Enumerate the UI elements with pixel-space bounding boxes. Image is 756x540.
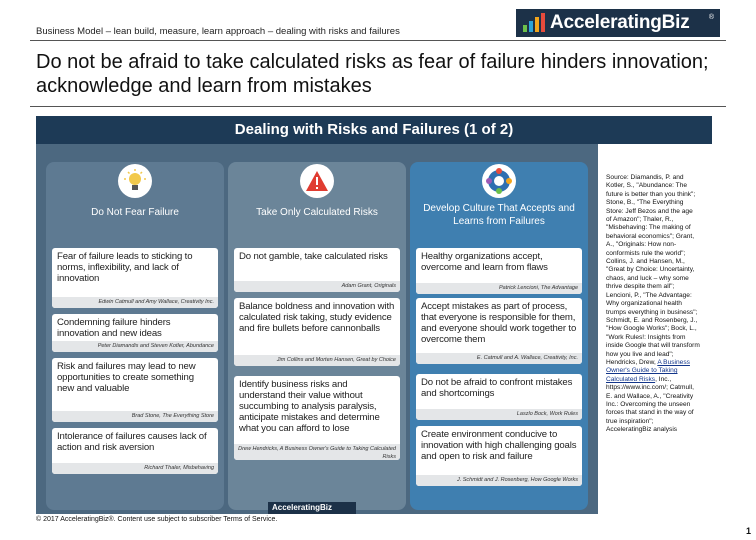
insight-card: [416, 374, 582, 420]
card-text: Identify business risks and understand their value without succumbing to analysis paralysis, anticipate mistakes and determine what you can afford to lose: [239, 379, 380, 434]
page-number: 1: [746, 526, 752, 536]
insight-card: [52, 248, 218, 308]
breadcrumb: Business Model – lean build, measure, learn approach – dealing with risks and failures: [36, 26, 400, 37]
column-title: Take Only Calculated Risks: [256, 207, 378, 218]
card-text: Do not gamble, take calculated risks: [239, 251, 388, 262]
column-develop-culture: [410, 162, 588, 510]
card-text: Healthy organizations accept, overcome and learn from flaws: [421, 251, 548, 273]
card-source: J. Schmidt and J. Rosenberg, How Google Works: [416, 475, 582, 486]
insight-card: [234, 248, 400, 292]
source-article-link[interactable]: A Business Owner's Guide to Taking Calculated Risks: [606, 358, 690, 383]
bar-chart-logo-icon: [522, 13, 546, 33]
card-text: Fear of failure leads to sticking to norms, inflexibility, and lack of innovation: [57, 251, 193, 284]
lightbulb-icon: [118, 164, 152, 198]
card-source: E. Catmull and A. Wallace, Creativity, Inc.: [416, 353, 582, 364]
card-source: Jim Collins and Morten Hansen, Great by Choice: [234, 355, 400, 366]
insight-card: [52, 358, 218, 422]
card-text: Intolerance of failures causes lack of action and risk aversion: [57, 431, 207, 453]
card-text: Risk and failures may lead to new opportunities to create something new and valuable: [57, 361, 196, 394]
sources-text: Source: Diamandis, P. and Kotler, S., "Abundance: The future is better than you think"; Stone, B., "The Everything Store: Jeff Bezos and the age of Amazon"; Thaler, R., "Misbehaving: The making of behavioral economics"; Grant, A., "Originals: How non-conformists rule the world"; Collins, J. and Hansen, M., "Great by Choice: Uncertainty, chaos, and luck – why some thrive despite them all"; Lencioni, P., "The Advantage: Why organizational health trumps everything in business"; Schmidt, E. and Rosenberg, J., "How Google Works"; Bock, L., "Work Rules!: Insights from inside Google that will transform how you live and lead"; Hendricks, Drew,: [606, 174, 700, 366]
card-text: Accept mistakes as part of process, that everyone is responsible for them, and everyone should work together to overcome them: [421, 301, 577, 345]
registered-mark: ®: [708, 14, 714, 21]
top-divider: [30, 40, 726, 41]
card-text: Do not be afraid to confront mistakes and shortcomings: [421, 377, 573, 399]
logo-text: AcceleratingBiz: [550, 12, 690, 33]
column-title: Develop Culture That Accepts and Learns from Failures: [423, 203, 575, 227]
section-banner: Dealing with Risks and Failures (1 of 2): [36, 116, 712, 144]
insight-card: [52, 428, 218, 474]
page-title: Do not be afraid to take calculated risks as fear of failure hinders innovation; acknowledge and learn from mistakes: [36, 51, 709, 97]
card-source: Peter Diamandis and Steven Kotler, Abundance: [52, 341, 218, 352]
inner-logo: AcceleratingBiz: [268, 502, 356, 514]
card-source: Adam Grant, Originals: [234, 281, 400, 292]
insight-card: [234, 298, 400, 366]
card-source: Drew Hendricks, A Business Owner's Guide to Taking Calculated Risks: [234, 444, 400, 460]
card-source: Laszlo Bock, Work Rules: [416, 409, 582, 420]
insight-card: [234, 376, 400, 460]
card-source: Edwin Catmull and Amy Wallace, Creativity Inc.: [52, 297, 218, 308]
company-logo[interactable]: [516, 9, 720, 37]
sources-note: [606, 174, 700, 435]
warning-icon: [300, 164, 334, 198]
card-text: Balance boldness and innovation with calculated risk taking, study evidence and fire bullets before cannonballs: [239, 301, 395, 334]
card-text: Condemning failure hinders innovation and new ideas: [57, 317, 171, 339]
insight-card: [52, 314, 218, 352]
column-take-calculated-risks: [228, 162, 406, 510]
copyright-footer: © 2017 AcceleratingBiz®. Content use subject to subscriber Terms of Service.: [36, 516, 278, 523]
insight-card: [416, 426, 582, 486]
infographic-panel: [36, 144, 598, 514]
gear-icon: [482, 164, 516, 198]
column-do-not-fear-failure: [46, 162, 224, 510]
card-text: Create environment conducive to innovation with high challenging goals and open to risk and failure: [421, 429, 577, 462]
card-source: Patrick Lencioni, The Advantage: [416, 283, 582, 294]
headline-divider: [30, 106, 726, 107]
column-title: Do Not Fear Failure: [91, 207, 179, 218]
card-source: Richard Thaler, Misbehaving: [52, 463, 218, 474]
card-source: Brad Stone, The Everything Store: [52, 411, 218, 422]
insight-card: [416, 248, 582, 294]
sources-text-end: , Inc., https://www.inc.com/; Catmull, E. and Wallace, A., "Creativity Inc.: Overcoming the unseen forces that stand in the way of true inspiration"; AcceleratingBiz analysis: [606, 375, 694, 434]
insight-card: [416, 298, 582, 364]
